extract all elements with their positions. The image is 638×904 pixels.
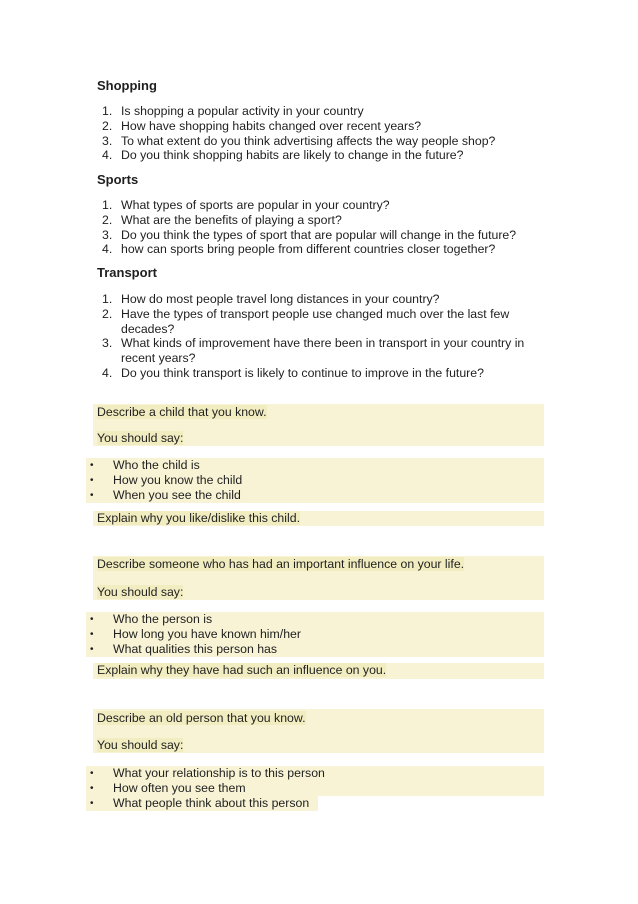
question-item (102, 336, 534, 366)
cue-card-prompt (93, 709, 544, 731)
bullet-item (86, 473, 544, 488)
question-list-shopping (102, 104, 542, 163)
question-text: Have the types of transport people use changed much over the last few decades? (121, 306, 510, 336)
bullet-text: Who the person is (113, 612, 213, 626)
say-label-text: You should say: (97, 431, 184, 445)
bullet-dot-icon: • (90, 629, 94, 640)
question-number: 4. (102, 242, 113, 257)
cue-card-bullet-list (86, 458, 544, 503)
question-number: 3. (102, 336, 113, 351)
question-item (102, 307, 534, 337)
question-text: What kinds of improvement have there been in transport in your country in recent years? (121, 336, 525, 366)
question-item (102, 198, 542, 213)
question-text: Do you think transport is likely to continue to improve in the future? (121, 365, 484, 380)
question-item (102, 242, 542, 257)
question-item (102, 119, 542, 134)
bullet-dot-icon: • (90, 490, 94, 501)
bullet-dot-icon: • (90, 798, 94, 809)
question-number: 4. (102, 148, 113, 163)
question-text: how can sports bring people from different countries closer together? (121, 242, 496, 257)
question-text: How do most people travel long distances in your country? (121, 292, 440, 306)
cue-card-prompt (93, 556, 544, 578)
bullet-text: How you know the child (113, 473, 243, 487)
question-item (102, 292, 534, 307)
section-heading-transport: Transport (97, 265, 157, 280)
bullet-item (86, 642, 544, 657)
say-label-text: You should say: (97, 585, 184, 599)
question-text: What are the benefits of playing a sport? (121, 212, 342, 227)
question-number: 2. (102, 306, 113, 321)
bullet-text: How long you have known him/her (113, 627, 301, 641)
question-item (102, 134, 542, 149)
bullet-text: How often you see them (113, 781, 246, 795)
section-heading-shopping: Shopping (97, 78, 157, 93)
question-item (102, 213, 542, 228)
cue-card-bullet-list (86, 766, 544, 811)
bullet-dot-icon: • (90, 768, 94, 779)
question-text: Is shopping a popular activity in your country (121, 104, 364, 118)
cue-card-prompt-text: Describe a child that you know. (97, 405, 267, 419)
bullet-dot-icon: • (90, 614, 94, 625)
question-text: What types of sports are popular in your country? (121, 198, 390, 212)
bullet-item (86, 627, 544, 642)
bullet-dot-icon: • (90, 475, 94, 486)
question-list-sports (102, 198, 542, 257)
bullet-text: When you see the child (113, 488, 241, 502)
cue-card-bullet-list (86, 612, 544, 657)
question-text: Do you think shopping habits are likely to change in the future? (121, 148, 464, 163)
say-label-text: You should say: (97, 738, 184, 752)
question-number: 2. (102, 212, 113, 227)
question-number: 3. (102, 133, 113, 148)
bullet-item (86, 796, 318, 811)
bullet-text: What your relationship is to this person (113, 766, 325, 780)
cue-card-say-label (93, 426, 544, 446)
question-number: 1. (102, 198, 113, 212)
question-text: Do you think the types of sport that are popular will change in the future? (121, 227, 517, 242)
cue-card-prompt-text: Describe someone who has had an important influence on your life. (97, 557, 465, 571)
bullet-dot-icon: • (90, 783, 94, 794)
question-item (102, 228, 542, 243)
question-item (102, 366, 534, 381)
question-number: 1. (102, 104, 113, 118)
cue-card-say-label (93, 731, 544, 753)
cue-card-prompt (93, 404, 544, 426)
bullet-text: What qualities this person has (113, 642, 278, 656)
bullet-text: What people think about this person (113, 796, 310, 810)
question-item (102, 104, 542, 119)
explain-text: Explain why they have had such an influence on you. (97, 663, 387, 677)
question-list-transport (102, 292, 534, 381)
cue-card-explain (93, 663, 544, 679)
bullet-dot-icon: • (90, 644, 94, 655)
explain-text: Explain why you like/dislike this child. (97, 511, 300, 525)
question-number: 3. (102, 227, 113, 242)
question-number: 4. (102, 365, 113, 380)
question-text: How have shopping habits changed over recent years? (121, 118, 422, 133)
question-number: 2. (102, 118, 113, 133)
bullet-item (86, 612, 544, 627)
bullet-dot-icon: • (90, 460, 94, 471)
cue-card-prompt-text: Describe an old person that you know. (97, 711, 306, 725)
bullet-item (86, 458, 544, 473)
bullet-text: Who the child is (113, 458, 200, 472)
bullet-item (86, 766, 544, 781)
question-item (102, 148, 542, 163)
section-heading-sports: Sports (97, 172, 139, 187)
cue-card-say-label (93, 578, 544, 600)
question-text: To what extent do you think advertising affects the way people shop? (121, 133, 496, 148)
bullet-item (86, 488, 544, 503)
question-number: 1. (102, 292, 113, 306)
bullet-item (86, 781, 544, 796)
cue-card-explain (93, 511, 544, 526)
